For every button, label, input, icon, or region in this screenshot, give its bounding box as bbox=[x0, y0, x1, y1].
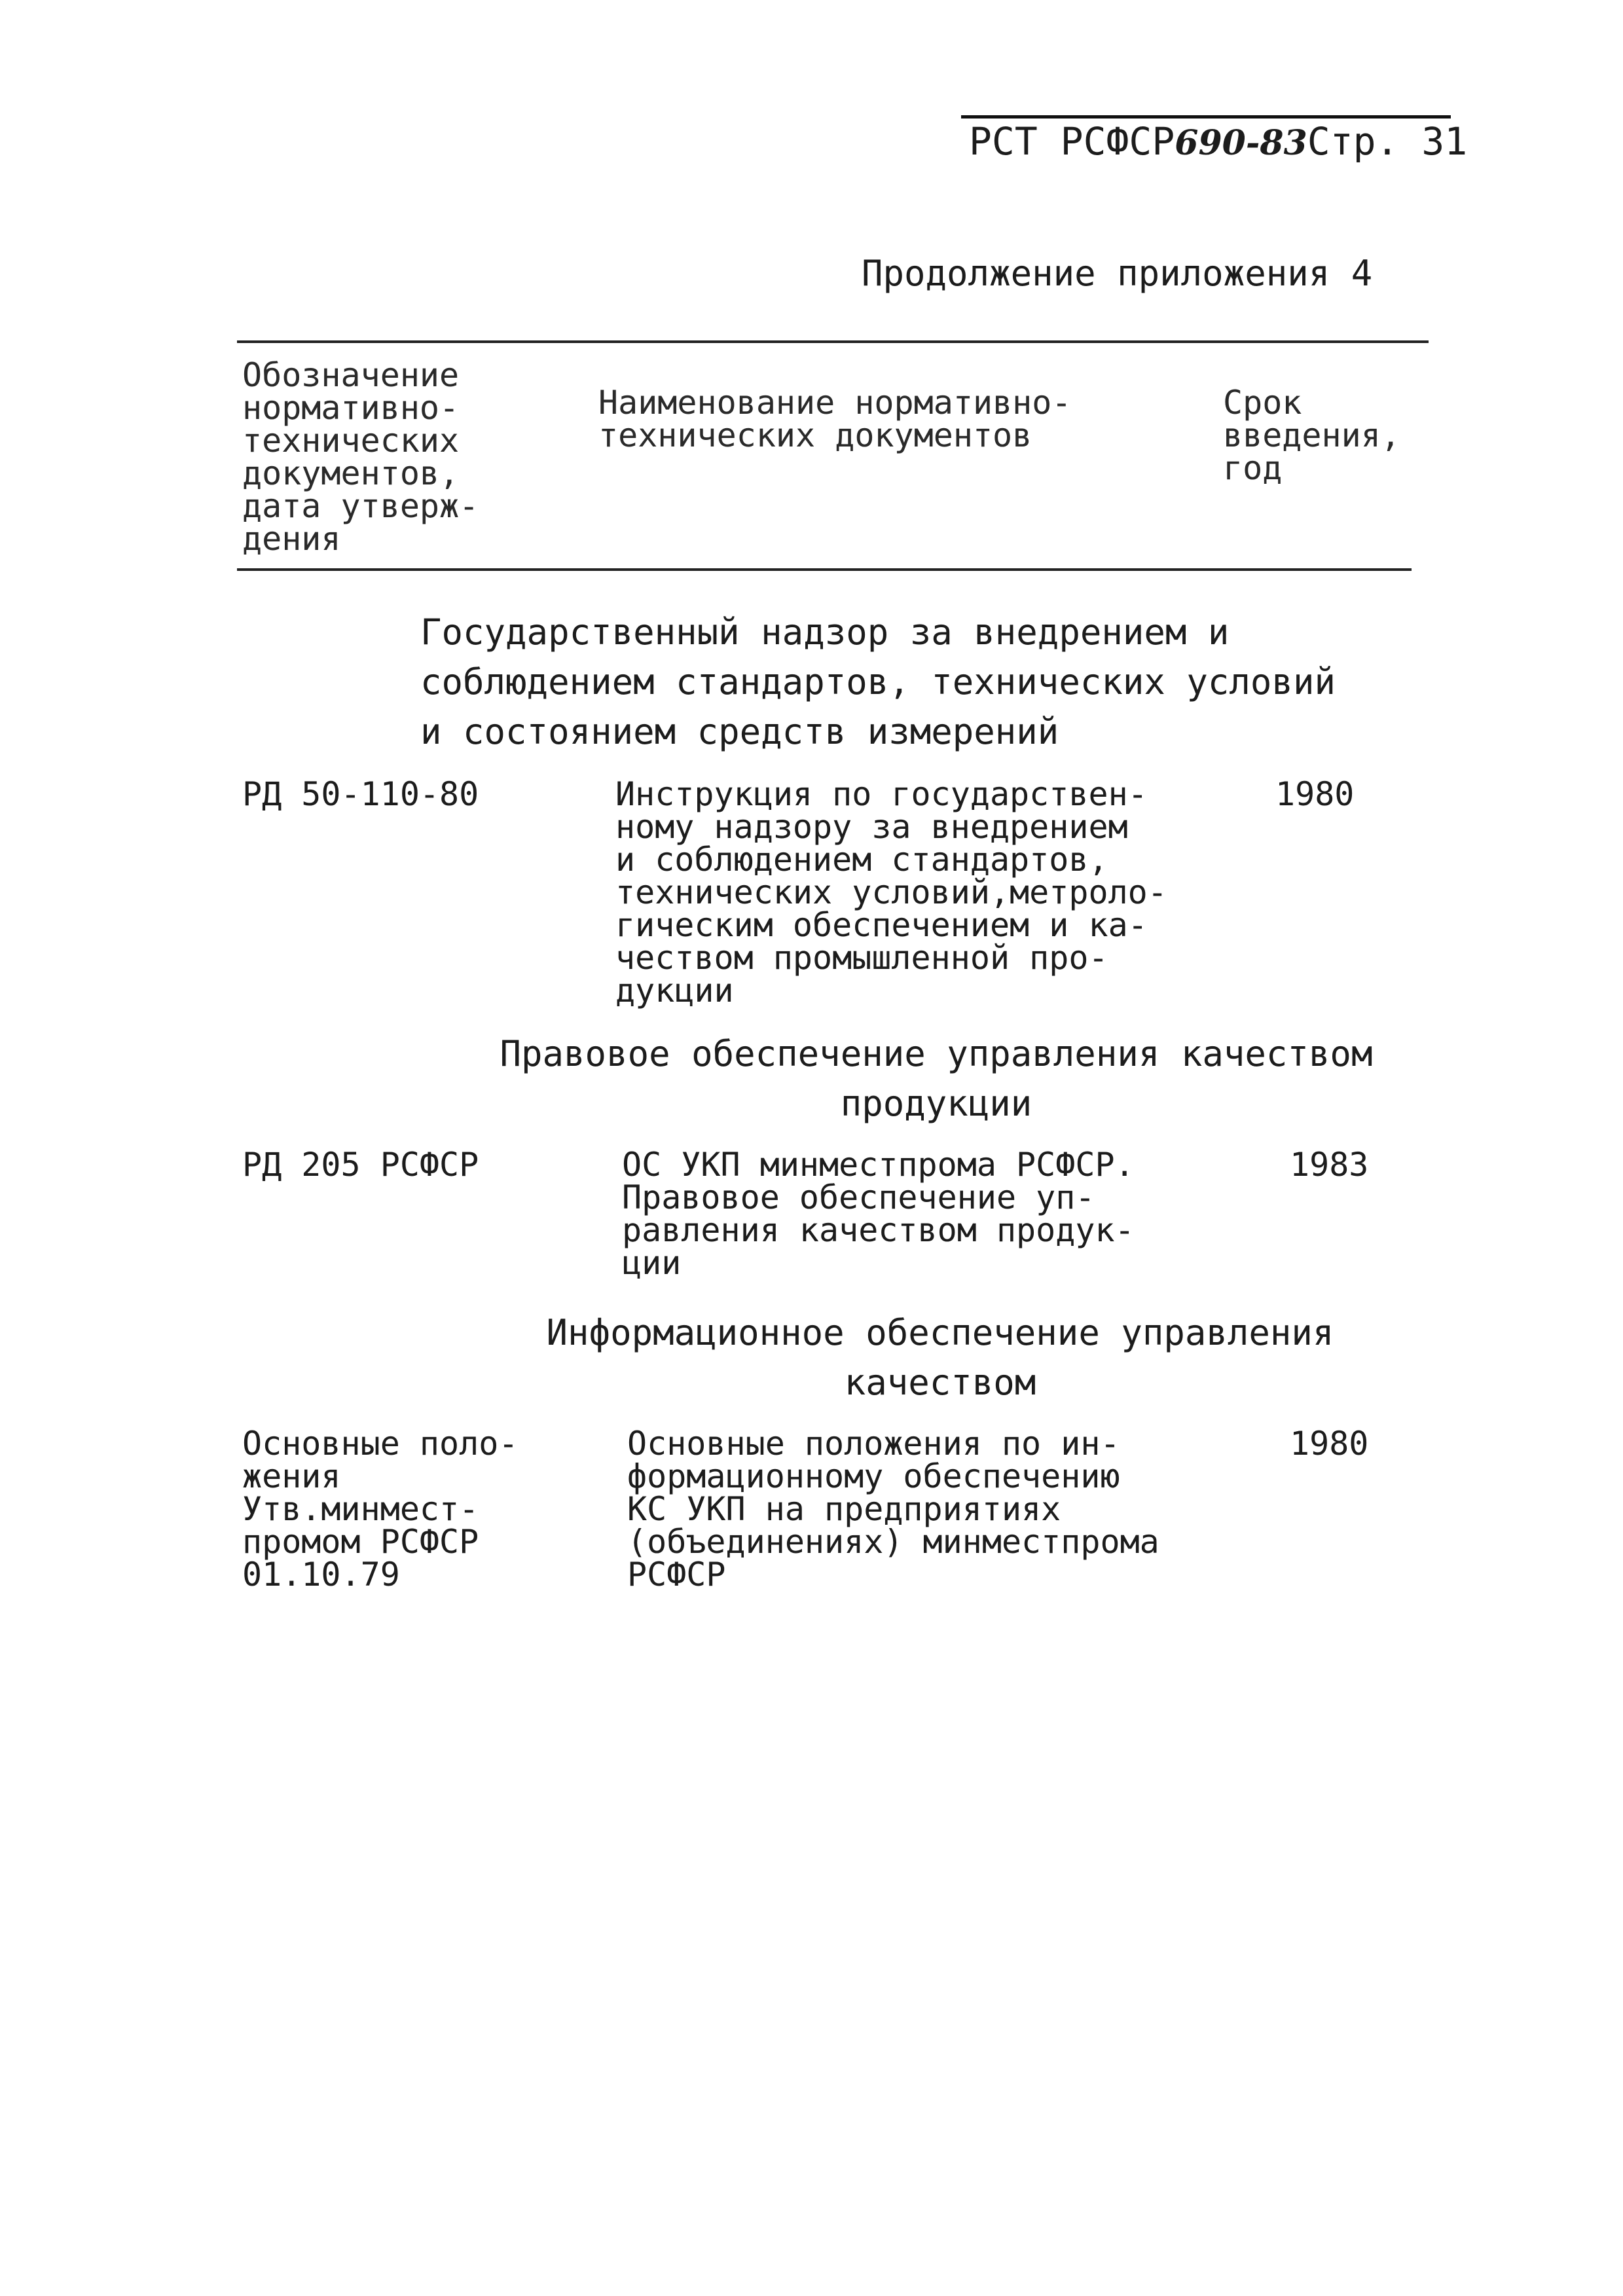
section-title-legal-support: Правовое обеспечение управления качеством продукции bbox=[500, 1033, 1373, 1124]
page-label: Стр. 31 bbox=[1307, 119, 1468, 164]
row-designation: Основные поло- жения Утв.минмест- промом РСФСР 01.10.79 bbox=[242, 1425, 519, 1594]
header-year: Срок введения, год bbox=[1223, 384, 1400, 487]
row-name: ОС УКП минместпрома РСФСР. Правовое обеспечение уп- равления качеством продук- ции bbox=[622, 1146, 1135, 1282]
doc-code-handwritten: 690-83 bbox=[1175, 123, 1307, 163]
row-designation: РД 50-110-80 bbox=[242, 775, 479, 813]
document-code bbox=[969, 119, 1467, 164]
row-name: Инструкция по государствен- ному надзору за внедрением и соблюдением стандартов, технических условий,метроло- гическим обеспечением и ка- чеством промышленной про- дукции bbox=[615, 775, 1167, 1010]
header-designation: Обозначение нормативно- технических документов, дата утверж- дения bbox=[242, 356, 479, 558]
row-name: Основные положения по ин- формационному обеспечению КС УКП на предприятиях (объединениях) минместпрома РСФСР bbox=[627, 1425, 1159, 1594]
header-name: Наименование нормативно- технических документов bbox=[598, 384, 1072, 454]
row-year: 1980 bbox=[1275, 775, 1355, 813]
header-underline bbox=[961, 115, 1451, 118]
continuation-title: Продолжение приложения 4 bbox=[862, 253, 1373, 294]
table-top-rule bbox=[237, 340, 1429, 343]
section-title-state-supervision: Государственный надзор за внедрением и соблюдением стандартов, технических условий и состоянием средств измерений bbox=[420, 611, 1336, 752]
table-header-bottom-rule bbox=[237, 568, 1412, 571]
row-year: 1980 bbox=[1290, 1425, 1369, 1463]
doc-code-prefix: РСТ РСФСР bbox=[969, 119, 1175, 164]
section-title-information-support: Информационное обеспечение управления качеством bbox=[546, 1312, 1334, 1403]
row-year: 1983 bbox=[1290, 1146, 1369, 1184]
row-designation: РД 205 РСФСР bbox=[242, 1146, 479, 1184]
